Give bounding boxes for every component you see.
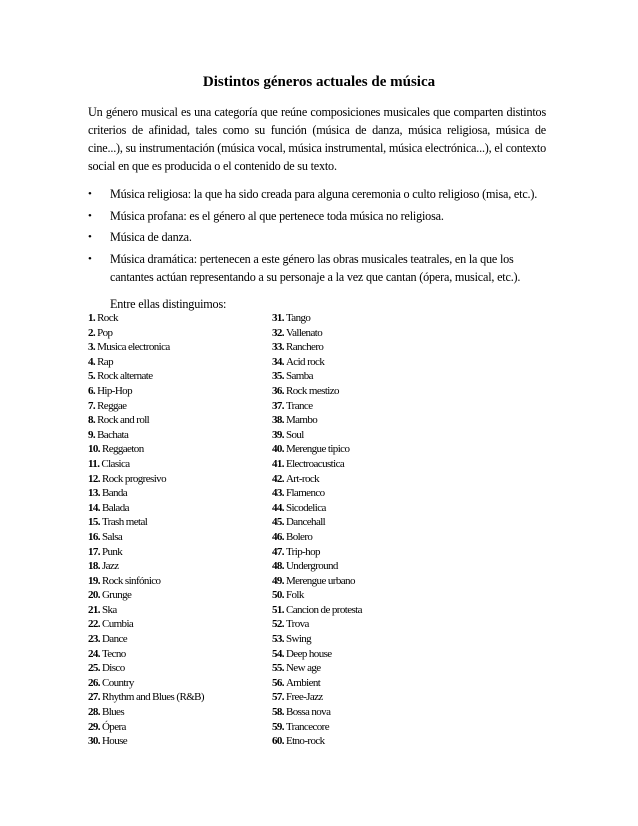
genre-name: Balada	[101, 501, 129, 514]
genre-number: 43.	[272, 487, 284, 500]
genre-name: Reggae	[97, 399, 127, 412]
genre-item	[272, 326, 362, 341]
genre-number: 34.	[272, 355, 284, 368]
genre-item	[272, 559, 362, 574]
genre-name: Acid rock	[285, 355, 325, 368]
genre-number: 14.	[88, 501, 100, 514]
genre-item	[88, 603, 204, 618]
genre-number: 12.	[88, 472, 100, 485]
genre-name: Cancion de protesta	[285, 603, 362, 616]
genre-item	[88, 326, 204, 341]
genre-number: 47.	[272, 545, 284, 558]
genre-name: Jazz	[101, 560, 119, 573]
genre-name: House	[101, 735, 128, 748]
genre-name: Merengue tipico	[285, 443, 350, 456]
genre-name: Electroacustica	[285, 457, 345, 470]
genre-name: Free-Jazz	[285, 691, 323, 704]
genre-item	[88, 661, 204, 676]
genre-item	[88, 647, 204, 662]
genre-name: Ópera	[101, 720, 126, 733]
genre-item	[272, 501, 362, 516]
genre-name: Hip-Hop	[97, 384, 132, 397]
genre-number: 8.	[88, 414, 96, 427]
genre-item	[88, 457, 204, 472]
genre-item	[272, 574, 362, 589]
bullet-icon: •	[88, 231, 92, 243]
genre-number: 60.	[272, 735, 284, 748]
genre-number: 42.	[272, 472, 284, 485]
genre-name: Reggaeton	[101, 443, 144, 456]
genre-number: 31.	[272, 312, 284, 324]
genre-name: Country	[101, 676, 134, 689]
genre-item	[88, 311, 204, 326]
genre-item	[272, 588, 362, 603]
genre-name: Tango	[285, 312, 311, 324]
list-item-text: Música de danza.	[110, 230, 192, 244]
genre-name: Rock sinfónico	[101, 574, 161, 587]
genre-number: 22.	[88, 618, 100, 631]
genre-number: 13.	[88, 487, 100, 500]
list-item	[88, 185, 546, 204]
genre-number: 58.	[272, 706, 284, 719]
genre-item	[88, 690, 204, 705]
genre-item	[88, 617, 204, 632]
genre-item	[272, 457, 362, 472]
genre-number: 21.	[88, 603, 100, 616]
genre-name: Bachata	[97, 428, 129, 441]
genre-name: Bolero	[285, 530, 313, 543]
genre-name: Rock	[97, 312, 118, 324]
genre-item	[272, 384, 362, 399]
genre-number: 38.	[272, 414, 284, 427]
genre-name: Etno-rock	[285, 735, 325, 748]
genre-name: Punk	[101, 545, 123, 558]
genre-item	[88, 515, 204, 530]
genre-number: 46.	[272, 530, 284, 543]
genre-name: Underground	[285, 560, 338, 573]
genre-number: 48.	[272, 560, 284, 573]
genre-item	[88, 676, 204, 691]
genre-item	[88, 632, 204, 647]
genre-number: 26.	[88, 676, 100, 689]
genre-number: 19.	[88, 574, 100, 587]
genre-item	[272, 676, 362, 691]
genre-number: 39.	[272, 428, 284, 441]
genre-item	[272, 545, 362, 560]
genre-name: Rhythm and Blues (R&B)	[101, 691, 204, 704]
genre-number: 55.	[272, 662, 284, 675]
genre-number: 41.	[272, 457, 284, 470]
genre-list-right	[272, 311, 362, 749]
genre-name: Ska	[101, 603, 117, 616]
genre-name: Bossa nova	[285, 706, 331, 719]
genre-number: 23.	[88, 633, 100, 646]
genre-name: Samba	[285, 370, 313, 383]
genre-number: 16.	[88, 530, 100, 543]
genre-item	[272, 428, 362, 443]
genre-number: 11.	[88, 457, 100, 470]
genre-name: Folk	[285, 589, 304, 602]
genre-number: 56.	[272, 676, 284, 689]
genre-item	[272, 690, 362, 705]
genre-number: 25.	[88, 662, 100, 675]
genre-item	[88, 472, 204, 487]
page-title: Distintos géneros actuales de música	[202, 74, 436, 90]
intro-paragraph: Un género musical es una categoría que reúne composiciones musicales que comparten distintos criterios de afinidad, tales como su función (música de danza, música religiosa, música de cine...), su instrumentación (música vocal, música instrumental, música electrónica...), el contexto social en que es producida o el contenido de su texto.	[88, 105, 546, 173]
genre-number: 59.	[272, 720, 284, 733]
genre-name: Blues	[101, 706, 125, 719]
genre-name: Rock alternate	[97, 370, 153, 383]
genre-item	[88, 705, 204, 720]
genre-item	[272, 472, 362, 487]
genre-item	[88, 340, 204, 355]
genre-item	[272, 720, 362, 735]
genre-name: Swing	[285, 633, 312, 646]
genre-number: 6.	[88, 384, 96, 397]
genre-number: 54.	[272, 647, 284, 660]
genre-item	[272, 486, 362, 501]
genre-item	[272, 399, 362, 414]
genre-name: Trance	[285, 399, 313, 412]
genre-name: Dance	[101, 633, 128, 646]
genre-name: Rock progresivo	[101, 472, 166, 485]
genre-number: 20.	[88, 589, 100, 602]
genre-number: 30.	[88, 735, 100, 748]
genre-name: Deep house	[285, 647, 332, 660]
list-intro-note: Entre ellas distinguimos:	[110, 297, 227, 311]
genre-name: Rock mestizo	[285, 384, 339, 397]
genre-name: Trova	[285, 618, 309, 631]
genre-name: Trash metal	[101, 516, 148, 529]
genre-item	[88, 574, 204, 589]
genre-name: Art-rock	[285, 472, 320, 485]
genre-number: 35.	[272, 370, 284, 383]
genre-name: Pop	[97, 326, 113, 339]
genre-item	[272, 603, 362, 618]
genre-number: 18.	[88, 560, 100, 573]
genre-name: Salsa	[101, 530, 123, 543]
genre-item	[272, 617, 362, 632]
genre-number: 4.	[88, 355, 96, 368]
genre-number: 2.	[88, 326, 96, 339]
genre-name: Merengue urbano	[285, 574, 355, 587]
genre-name: Rock and roll	[97, 414, 150, 427]
genre-item	[88, 530, 204, 545]
genre-number: 24.	[88, 647, 100, 660]
genre-name: Mambo	[285, 414, 318, 427]
genre-item	[88, 413, 204, 428]
genre-item	[272, 369, 362, 384]
genre-number: 36.	[272, 384, 284, 397]
genre-number: 10.	[88, 443, 100, 456]
bullet-icon: •	[88, 252, 92, 265]
genre-name: Disco	[101, 662, 125, 675]
genre-item	[88, 559, 204, 574]
genre-number: 53.	[272, 633, 284, 646]
list-item-text: Música profana: es el género al que pertenece toda música no religiosa.	[110, 208, 444, 223]
genre-name: Trip-hop	[285, 545, 320, 558]
genre-item	[272, 311, 362, 326]
genre-item	[272, 530, 362, 545]
bullet-icon: •	[88, 188, 92, 200]
genre-item	[272, 705, 362, 720]
genre-item	[88, 734, 204, 749]
genre-name: Ambient	[285, 676, 321, 689]
genre-number: 44.	[272, 501, 284, 514]
genre-item	[88, 442, 204, 457]
genre-name: Cumbia	[101, 618, 134, 631]
list-item	[88, 207, 546, 226]
list-item	[88, 228, 546, 247]
genre-item	[88, 428, 204, 443]
genre-item	[272, 734, 362, 749]
genre-name: New age	[285, 662, 321, 675]
genre-number: 7.	[88, 399, 96, 412]
genre-item	[88, 369, 204, 384]
genre-item	[88, 501, 204, 516]
genre-number: 57.	[272, 691, 284, 704]
genre-number: 9.	[88, 428, 96, 441]
genre-number: 33.	[272, 341, 284, 354]
genre-number: 5.	[88, 370, 96, 383]
genre-item	[272, 632, 362, 647]
genre-name: Banda	[101, 487, 128, 500]
genre-list-left	[88, 311, 204, 749]
genre-name: Grunge	[101, 589, 132, 602]
list-item	[88, 250, 546, 287]
genre-item	[88, 545, 204, 560]
genre-number: 1.	[88, 312, 96, 324]
genre-item	[88, 399, 204, 414]
genre-number: 3.	[88, 341, 96, 354]
genre-item	[272, 442, 362, 457]
genre-name: Sicodelica	[285, 501, 326, 514]
genre-number: 51.	[272, 603, 284, 616]
genre-item	[272, 413, 362, 428]
genre-name: Ranchero	[285, 341, 324, 354]
genre-name: Trancecore	[285, 720, 330, 733]
list-item-text: Música dramática: pertenecen a este género las obras musicales teatrales, en la que los cantantes actúan representando a su personaje a la vez que cantan (ópera, musical, etc.).	[110, 251, 521, 284]
genre-number: 49.	[272, 574, 284, 587]
genre-number: 27.	[88, 691, 100, 704]
genre-type-list	[88, 185, 546, 290]
genre-number: 50.	[272, 589, 284, 602]
genre-number: 40.	[272, 443, 284, 456]
genre-name: Soul	[285, 428, 304, 441]
genre-name: Dancehall	[285, 516, 326, 529]
genre-item	[272, 647, 362, 662]
list-item-text: Música religiosa: la que ha sido creada para alguna ceremonia o culto religioso (misa, etc.).	[110, 187, 538, 201]
genre-item	[88, 720, 204, 735]
genre-number: 15.	[88, 516, 100, 529]
genre-number: 52.	[272, 618, 284, 631]
genre-number: 29.	[88, 720, 100, 733]
genre-name: Rap	[97, 355, 113, 368]
genre-item	[88, 355, 204, 370]
genre-name: Clasica	[101, 457, 130, 470]
genre-item	[272, 661, 362, 676]
genre-item	[272, 515, 362, 530]
genre-name: Flamenco	[285, 487, 325, 500]
genre-number: 17.	[88, 545, 100, 558]
genre-number: 45.	[272, 516, 284, 529]
genre-number: 32.	[272, 326, 284, 339]
genre-name: Vallenato	[285, 326, 323, 339]
genre-number: 37.	[272, 399, 284, 412]
genre-number: 28.	[88, 706, 100, 719]
genre-item	[88, 384, 204, 399]
genre-item	[88, 486, 204, 501]
genre-name: Musica electronica	[97, 341, 170, 354]
genre-name: Tecno	[101, 647, 126, 660]
bullet-icon: •	[88, 209, 92, 222]
genre-item	[272, 340, 362, 355]
genre-item	[88, 588, 204, 603]
genre-item	[272, 355, 362, 370]
